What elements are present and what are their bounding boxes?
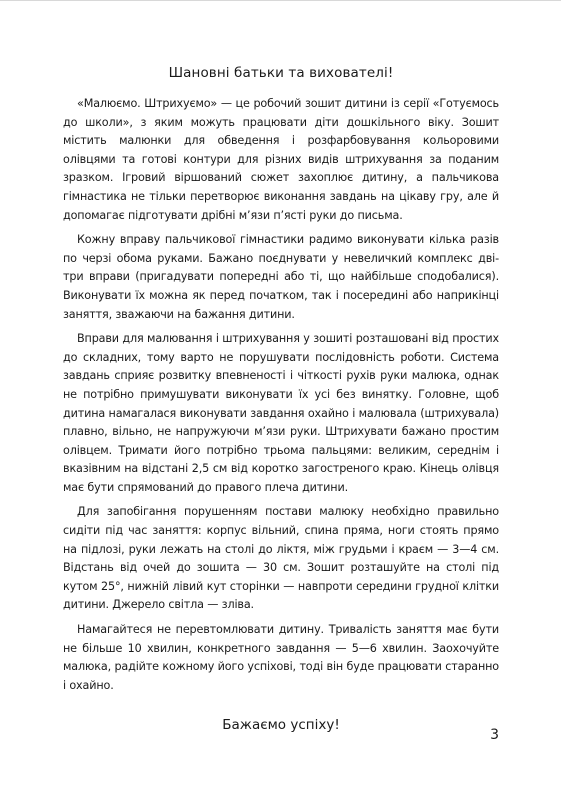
paragraph-3: Вправи для малювання і штрихування у зошиті розташовані від простих до складних, тому варто не порушувати послідовність роботи. Система завдань сприяє розвитку впевненості і чіткості рухів руки малюка, однак не потрібно примушувати виконувати їх усі без винятку. Головне, щоб дитина намагалася виконувати завдання охайно і малювала (штрихувала) плавно, вільно, не напружуючи м’язи руки. Штрихувати бажано простим олівцем. Тримати його потрібно трьома пальцями: великим, середнім і вказівним на відстані 2,5 см від коротко загостреного краю. Кінець олівця має бути спрямований до правого плеча дитини.	[63, 332, 499, 494]
paragraph-5: Намагайтеся не перевтомлювати дитину. Тривалість заняття має бути не більше 10 хвилин, конкретного завдання — 5—6 хвилин. Заохочуйте малюка, радійте кожному його успіхові, тоді він буде працювати старанно і охайно.	[63, 623, 499, 692]
paragraph-2: Кожну вправу пальчикової гімнастики радимо виконувати кілька разів по черзі обома руками. Бажано поєднувати у невеличкий комплекс дві-три вправи (пригадувати попередні або ті, що найбільше сподобалися). Виконувати їх можна як перед початком, так і посередині або наприкінці заняття, зважаючи на бажання дитини.	[63, 233, 499, 321]
document-body	[63, 65, 499, 733]
page-number: 3	[490, 727, 499, 743]
document-title: Шановні батьки та вихователі!	[168, 65, 394, 81]
paragraph-1: «Малюємо. Штрихуємо» — це робочий зошит дитини із серії «Готуємось до школи», з яким можуть працювати діти дошкільного віку. Зошит містить малюнки для обведення і розфарбовування кольоровими олівцями та готові контури для різних видів штрихування за поданим зразком. Ігровий віршований сюжет захоплює дитину, а пальчикова гімнастика не тільки перетворює виконання завдань на цікаву гру, але й допомагає підготувати дрібні м’язи п’ясті руки до письма.	[63, 97, 499, 222]
paragraph-4: Для запобігання порушенням постави малюку необхідно правильно сидіти під час заняття: корпус вільний, спина пряма, ноги стоять прямо на підлозі, руки лежать на столі до ліктя, між грудьми і краєм — 3—4 см. Відстань від очей до зошита — 30 см. Зошит розташуйте на столі під кутом 25°, нижній лівий кут сторінки — навпроти середини грудної клітки дитини. Джерело світла — зліва.	[63, 505, 499, 612]
closing-wish: Бажаємо успіху!	[222, 717, 340, 734]
